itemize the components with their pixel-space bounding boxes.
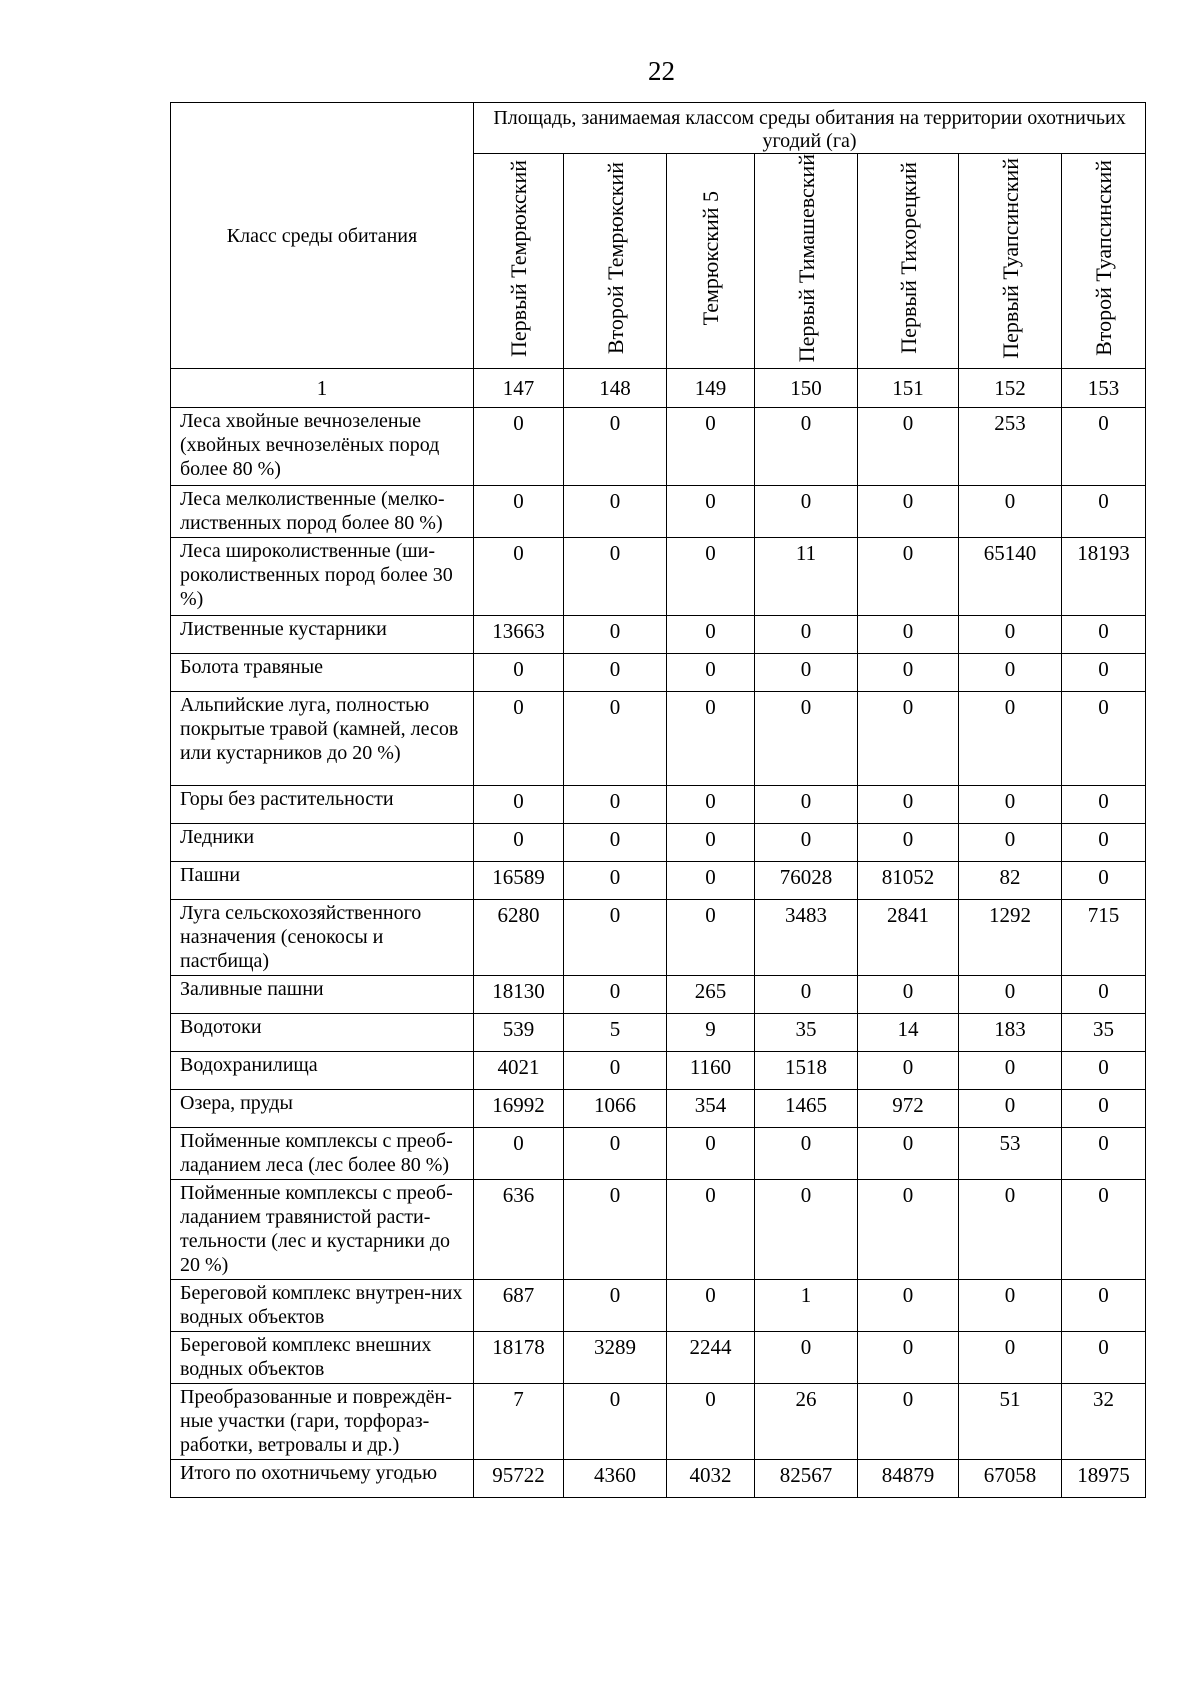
table-row (171, 1052, 1146, 1090)
column-header (474, 154, 564, 369)
area-value-cell: 1160 (667, 1052, 755, 1090)
area-value-cell: 0 (1062, 692, 1146, 786)
area-value-cell: 0 (667, 1384, 755, 1460)
area-value-cell: 0 (474, 824, 564, 862)
area-value-cell: 0 (564, 1280, 667, 1332)
area-value-cell: 0 (858, 1180, 959, 1280)
table-row (171, 1384, 1146, 1460)
area-value-cell: 0 (1062, 786, 1146, 824)
area-value-cell: 0 (1062, 1280, 1146, 1332)
area-value-cell: 0 (1062, 616, 1146, 654)
area-value-cell: 0 (858, 786, 959, 824)
area-value-cell: 0 (959, 1090, 1062, 1128)
habitat-class-label: Итого по охотничьему угодью (171, 1460, 474, 1498)
area-value-cell: 0 (858, 1052, 959, 1090)
area-value-cell: 0 (667, 616, 755, 654)
area-value-cell: 0 (667, 1180, 755, 1280)
area-value-cell: 0 (959, 654, 1062, 692)
area-value-cell: 0 (755, 1180, 858, 1280)
area-value-cell: 0 (474, 486, 564, 538)
area-value-cell: 0 (564, 1384, 667, 1460)
area-group-header: Площадь, занимаемая классом среды обитания на территории охотничьих угодий (га) (474, 103, 1146, 154)
area-value-cell: 0 (858, 1280, 959, 1332)
area-value-cell: 3483 (755, 900, 858, 976)
area-value-cell: 0 (755, 786, 858, 824)
area-value-cell: 18130 (474, 976, 564, 1014)
area-value-cell: 11 (755, 538, 858, 616)
area-value-cell: 0 (1062, 862, 1146, 900)
table-row (171, 408, 1146, 486)
area-value-cell: 0 (667, 862, 755, 900)
table-row (171, 1460, 1146, 1498)
table-row (171, 786, 1146, 824)
area-value-cell: 0 (474, 692, 564, 786)
area-value-cell: 0 (755, 692, 858, 786)
area-value-cell: 0 (959, 1280, 1062, 1332)
habitat-class-label: Пойменные комплексы с преоб-ладанием травянистой расти-тельности (лес и кустарники до 20 %) (171, 1180, 474, 1280)
area-value-cell: 35 (755, 1014, 858, 1052)
area-value-cell: 4021 (474, 1052, 564, 1090)
area-value-cell: 0 (1062, 1052, 1146, 1090)
habitat-class-label: Ледники (171, 824, 474, 862)
table-row (171, 1280, 1146, 1332)
area-value-cell: 82567 (755, 1460, 858, 1498)
area-value-cell: 0 (564, 1128, 667, 1180)
area-value-cell: 1518 (755, 1052, 858, 1090)
area-value-cell: 0 (474, 1128, 564, 1180)
area-value-cell: 67058 (959, 1460, 1062, 1498)
area-value-cell: 253 (959, 408, 1062, 486)
habitat-class-label: Озера, пруды (171, 1090, 474, 1128)
area-value-cell: 0 (667, 824, 755, 862)
area-value-cell: 715 (1062, 900, 1146, 976)
area-value-cell: 0 (755, 824, 858, 862)
table-row (171, 900, 1146, 976)
area-value-cell: 18975 (1062, 1460, 1146, 1498)
habitat-class-label: Береговой комплекс внутрен-них водных объектов (171, 1280, 474, 1332)
area-value-cell: 0 (667, 1128, 755, 1180)
area-value-cell: 0 (474, 654, 564, 692)
area-value-cell: 0 (474, 538, 564, 616)
area-value-cell: 0 (959, 692, 1062, 786)
area-value-cell: 0 (1062, 1090, 1146, 1128)
area-value-cell: 16992 (474, 1090, 564, 1128)
habitat-class-label: Луга сельскохозяйственного назначения (сенокосы и пастбища) (171, 900, 474, 976)
area-value-cell: 1292 (959, 900, 1062, 976)
column-header-label: Второй Темрюкский (602, 162, 628, 355)
area-value-cell: 0 (959, 976, 1062, 1014)
area-value-cell: 0 (564, 1180, 667, 1280)
habitat-class-label: Болота травяные (171, 654, 474, 692)
habitat-class-header: Класс среды обитания (171, 103, 474, 369)
area-value-cell: 539 (474, 1014, 564, 1052)
area-value-cell: 0 (1062, 1180, 1146, 1280)
area-value-cell: 636 (474, 1180, 564, 1280)
table-row (171, 1128, 1146, 1180)
area-value-cell: 0 (858, 408, 959, 486)
area-value-cell: 0 (474, 408, 564, 486)
area-value-cell: 0 (1062, 408, 1146, 486)
area-value-cell: 16589 (474, 862, 564, 900)
table-row (171, 1014, 1146, 1052)
area-value-cell: 0 (858, 486, 959, 538)
area-value-cell: 0 (564, 900, 667, 976)
area-value-cell: 0 (959, 1180, 1062, 1280)
table-row (171, 1090, 1146, 1128)
table-row (171, 616, 1146, 654)
habitat-class-label: Леса мелколиственные (мелко-лиственных пород более 80 %) (171, 486, 474, 538)
habitat-class-label: Горы без растительности (171, 786, 474, 824)
area-value-cell: 0 (564, 616, 667, 654)
table-row (171, 1180, 1146, 1280)
area-value-cell: 0 (564, 654, 667, 692)
column-number: 152 (959, 369, 1062, 408)
area-value-cell: 0 (959, 824, 1062, 862)
area-value-cell: 0 (858, 692, 959, 786)
table-row (171, 862, 1146, 900)
area-value-cell: 0 (755, 976, 858, 1014)
area-value-cell: 0 (858, 538, 959, 616)
area-value-cell: 65140 (959, 538, 1062, 616)
table-row (171, 654, 1146, 692)
column-header (959, 154, 1062, 369)
area-value-cell: 0 (858, 654, 959, 692)
table-row (171, 692, 1146, 786)
habitat-class-label: Пойменные комплексы с преоб-ладанием леса (лес более 80 %) (171, 1128, 474, 1180)
column-number: 1 (171, 369, 474, 408)
area-value-cell: 0 (564, 1052, 667, 1090)
area-value-cell: 0 (755, 616, 858, 654)
area-value-cell: 0 (755, 654, 858, 692)
column-number: 147 (474, 369, 564, 408)
area-value-cell: 0 (959, 486, 1062, 538)
habitat-class-label: Пашни (171, 862, 474, 900)
column-header-label: Первый Тихорецкий (895, 162, 921, 354)
area-value-cell: 9 (667, 1014, 755, 1052)
area-value-cell: 0 (667, 692, 755, 786)
area-value-cell: 32 (1062, 1384, 1146, 1460)
column-number: 150 (755, 369, 858, 408)
column-header-label: Первый Тимашевский (793, 154, 819, 363)
area-value-cell: 0 (564, 408, 667, 486)
area-value-cell: 1465 (755, 1090, 858, 1128)
column-number: 148 (564, 369, 667, 408)
area-value-cell: 0 (755, 1128, 858, 1180)
area-value-cell: 4032 (667, 1460, 755, 1498)
area-value-cell: 1066 (564, 1090, 667, 1128)
column-header-label: Второй Туапсинский (1091, 160, 1117, 357)
area-value-cell: 0 (564, 486, 667, 538)
area-value-cell: 0 (959, 1052, 1062, 1090)
area-value-cell: 18193 (1062, 538, 1146, 616)
column-header-label: Первый Темрюкский (506, 159, 531, 357)
area-value-cell: 972 (858, 1090, 959, 1128)
column-number: 153 (1062, 369, 1146, 408)
area-value-cell: 35 (1062, 1014, 1146, 1052)
column-header-label: Темрюкский 5 (698, 190, 723, 326)
area-value-cell: 0 (667, 408, 755, 486)
table-row (171, 1332, 1146, 1384)
area-value-cell: 0 (959, 616, 1062, 654)
area-value-cell: 2244 (667, 1332, 755, 1384)
area-value-cell: 0 (667, 786, 755, 824)
habitat-class-label: Водохранилища (171, 1052, 474, 1090)
area-value-cell: 0 (959, 1332, 1062, 1384)
area-value-cell: 0 (1062, 824, 1146, 862)
area-value-cell: 84879 (858, 1460, 959, 1498)
habitat-class-label: Леса хвойные вечнозеленые (хвойных вечнозелёных пород более 80 %) (171, 408, 474, 486)
area-value-cell: 4360 (564, 1460, 667, 1498)
area-value-cell: 0 (564, 862, 667, 900)
area-value-cell: 0 (755, 408, 858, 486)
area-value-cell: 26 (755, 1384, 858, 1460)
habitat-area-table (170, 102, 1146, 1498)
area-value-cell: 0 (858, 824, 959, 862)
area-value-cell: 76028 (755, 862, 858, 900)
habitat-class-label: Альпийские луга, полностью покрытые травой (камней, лесов или кустарников до 20 %) (171, 692, 474, 786)
column-header-label: Первый Туапсинский (997, 157, 1023, 359)
area-value-cell: 183 (959, 1014, 1062, 1052)
area-value-cell: 0 (1062, 486, 1146, 538)
area-value-cell: 0 (858, 1128, 959, 1180)
area-value-cell: 0 (564, 976, 667, 1014)
table-row (171, 538, 1146, 616)
area-value-cell: 0 (667, 486, 755, 538)
table-row (171, 976, 1146, 1014)
area-value-cell: 0 (1062, 1332, 1146, 1384)
area-value-cell: 0 (667, 900, 755, 976)
area-value-cell: 14 (858, 1014, 959, 1052)
area-value-cell: 51 (959, 1384, 1062, 1460)
area-value-cell: 13663 (474, 616, 564, 654)
area-value-cell: 0 (1062, 976, 1146, 1014)
area-value-cell: 0 (858, 1332, 959, 1384)
area-value-cell: 82 (959, 862, 1062, 900)
area-value-cell: 0 (755, 1332, 858, 1384)
habitat-class-label: Заливные пашни (171, 976, 474, 1014)
area-value-cell: 18178 (474, 1332, 564, 1384)
area-value-cell: 0 (474, 786, 564, 824)
area-value-cell: 0 (564, 824, 667, 862)
area-value-cell: 0 (858, 1384, 959, 1460)
area-value-cell: 5 (564, 1014, 667, 1052)
area-value-cell: 0 (564, 538, 667, 616)
column-header (1062, 154, 1146, 369)
habitat-class-label: Преобразованные и повреждён-ные участки (гари, торфораз-работки, ветровалы и др.) (171, 1384, 474, 1460)
area-value-cell: 7 (474, 1384, 564, 1460)
area-value-cell: 0 (667, 654, 755, 692)
area-value-cell: 95722 (474, 1460, 564, 1498)
column-header (755, 154, 858, 369)
area-value-cell: 0 (959, 786, 1062, 824)
area-value-cell: 354 (667, 1090, 755, 1128)
habitat-class-label: Леса широколиственные (ши-роколиственных пород более 30 %) (171, 538, 474, 616)
habitat-class-label: Лиственные кустарники (171, 616, 474, 654)
column-header (564, 154, 667, 369)
area-value-cell: 687 (474, 1280, 564, 1332)
area-value-cell: 0 (1062, 1128, 1146, 1180)
area-value-cell: 1 (755, 1280, 858, 1332)
area-value-cell: 53 (959, 1128, 1062, 1180)
area-value-cell: 6280 (474, 900, 564, 976)
page-number: 22 (648, 56, 675, 86)
table-row (171, 486, 1146, 538)
area-value-cell: 3289 (564, 1332, 667, 1384)
area-value-cell: 0 (564, 692, 667, 786)
area-value-cell: 0 (564, 786, 667, 824)
table-row (171, 824, 1146, 862)
area-value-cell: 0 (667, 538, 755, 616)
area-value-cell: 81052 (858, 862, 959, 900)
area-value-cell: 265 (667, 976, 755, 1014)
column-header (667, 154, 755, 369)
habitat-class-label: Береговой комплекс внешних водных объектов (171, 1332, 474, 1384)
column-number: 151 (858, 369, 959, 408)
area-value-cell: 0 (858, 616, 959, 654)
area-value-cell: 0 (667, 1280, 755, 1332)
area-value-cell: 0 (858, 976, 959, 1014)
area-value-cell: 0 (1062, 654, 1146, 692)
habitat-class-label: Водотоки (171, 1014, 474, 1052)
column-header (858, 154, 959, 369)
area-value-cell: 0 (755, 486, 858, 538)
column-number: 149 (667, 369, 755, 408)
area-value-cell: 2841 (858, 900, 959, 976)
